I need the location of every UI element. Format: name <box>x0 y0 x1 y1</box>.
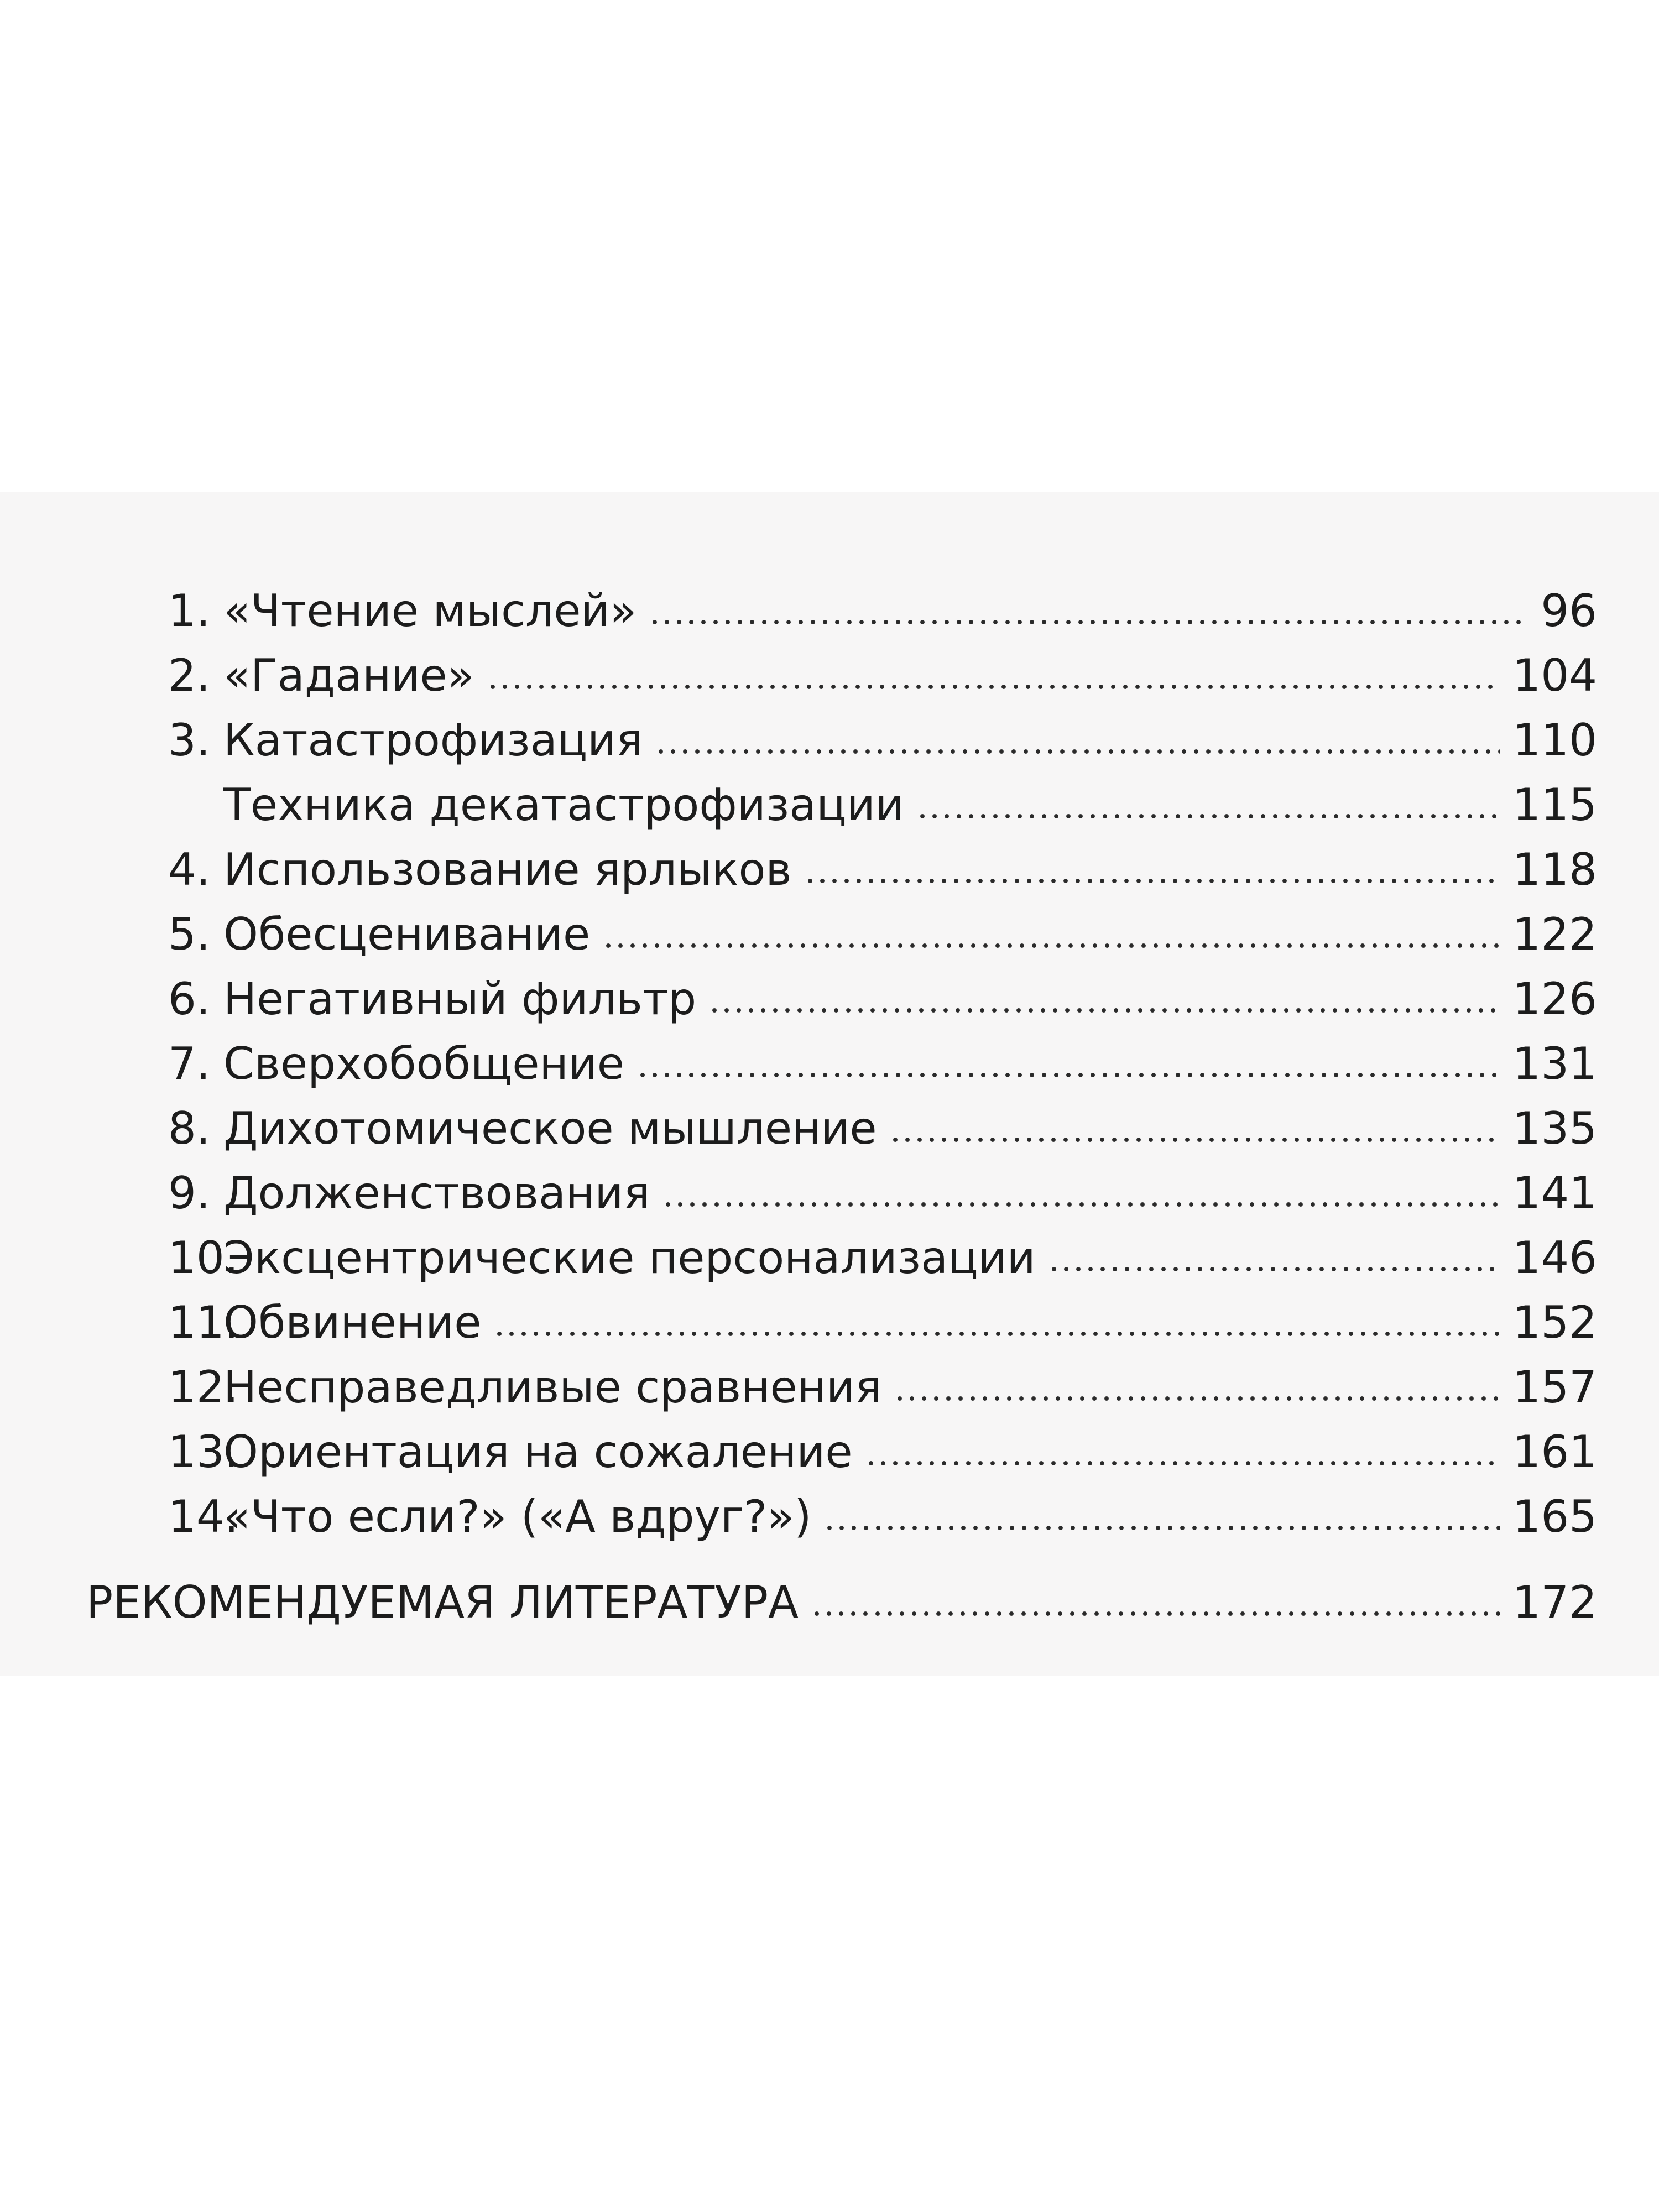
dot-leader <box>708 1008 1500 1013</box>
dot-leader <box>637 1072 1500 1078</box>
toc-entry-2 <box>168 645 1597 706</box>
toc-entry-number: 8. <box>168 1103 211 1154</box>
toc-entry-page: 146 <box>1512 1232 1597 1284</box>
toc-entry-number: 11. <box>168 1297 239 1348</box>
toc-entry-4 <box>168 839 1597 900</box>
toc-references-title: РЕКОМЕНДУЕМАЯ ЛИТЕРАТУРА <box>86 1577 799 1628</box>
toc-entry-page: 161 <box>1512 1426 1597 1478</box>
toc-entry-9 <box>168 1163 1597 1224</box>
toc-references-page: 172 <box>1512 1577 1597 1628</box>
dot-leader <box>493 1331 1500 1337</box>
dot-leader <box>602 943 1500 948</box>
toc-entry-title: Сверхобобщение <box>223 1038 624 1089</box>
toc-entry-page: 141 <box>1512 1167 1597 1219</box>
dot-leader <box>1048 1266 1501 1272</box>
book-page <box>0 492 1659 1676</box>
dot-leader <box>916 813 1501 819</box>
toc-entry-page: 152 <box>1512 1297 1597 1348</box>
toc-entry-1 <box>168 581 1597 641</box>
toc-entry-title: Несправедливые сравнения <box>223 1361 882 1413</box>
dot-leader <box>804 878 1501 884</box>
toc-entry-title: Негативный фильтр <box>223 973 697 1025</box>
toc-entry-number: 7. <box>168 1038 211 1089</box>
toc-entry-title: «Гадание» <box>223 650 474 701</box>
toc-entry-page: 104 <box>1512 650 1597 701</box>
toc-entry-number: 1. <box>168 585 211 637</box>
toc-entry-page: 115 <box>1512 779 1597 831</box>
toc-entry-13 <box>168 1422 1597 1483</box>
toc-entry-title: Долженствования <box>223 1167 650 1219</box>
toc-entry-title: Дихотомическое мышление <box>223 1103 877 1154</box>
toc-entry-title: Катастрофизация <box>223 714 643 766</box>
toc-entry-number: 9. <box>168 1167 211 1219</box>
dot-leader <box>649 619 1528 625</box>
toc-entry-number: 4. <box>168 844 211 895</box>
toc-entry-page: 118 <box>1512 844 1597 895</box>
toc-entry-11 <box>168 1292 1597 1353</box>
toc-entry-title: Эксцентрические персонализации <box>223 1232 1036 1284</box>
toc-entry-number: 5. <box>168 909 211 960</box>
toc-entry-page: 157 <box>1512 1361 1597 1413</box>
dot-leader <box>865 1460 1501 1466</box>
toc-entry-3 <box>168 710 1597 771</box>
toc-entry-12 <box>168 1357 1597 1418</box>
toc-entry-number: 2. <box>168 650 211 701</box>
toc-subentry <box>223 775 1597 836</box>
dot-leader <box>889 1137 1501 1142</box>
dot-leader <box>655 749 1500 754</box>
toc-entry-title: Обесценивание <box>223 909 591 960</box>
toc-entry-number: 3. <box>168 714 211 766</box>
toc-entry-number: 14. <box>168 1491 239 1542</box>
toc-entry-title: Техника декатастрофизации <box>223 779 904 831</box>
toc-entry-title: «Чтение мыслей» <box>223 585 637 637</box>
toc-entry-8 <box>168 1098 1597 1159</box>
dot-leader <box>823 1525 1500 1531</box>
toc-entry-title: Обвинение <box>223 1297 482 1348</box>
toc-entry-number: 12. <box>168 1361 239 1413</box>
toc-references <box>86 1572 1597 1633</box>
toc-entry-page: 110 <box>1512 714 1597 766</box>
dot-leader <box>662 1202 1500 1207</box>
dot-leader <box>811 1611 1500 1616</box>
toc-entry-title: Ориентация на сожаление <box>223 1426 853 1478</box>
toc-entry-number: 13. <box>168 1426 239 1478</box>
toc-entry-6 <box>168 969 1597 1030</box>
toc-entry-page: 131 <box>1512 1038 1597 1089</box>
toc-entry-5 <box>168 904 1597 965</box>
dot-leader <box>894 1396 1500 1401</box>
toc-entry-page: 96 <box>1541 585 1597 637</box>
toc-entry-number: 10. <box>168 1232 239 1284</box>
toc-entry-page: 135 <box>1512 1103 1597 1154</box>
toc-entry-page: 122 <box>1512 909 1597 960</box>
toc-entry-number: 6. <box>168 973 211 1025</box>
toc-entry-page: 126 <box>1512 973 1597 1025</box>
table-of-contents <box>0 492 1659 1676</box>
toc-entry-title: «Что если?» («А вдруг?») <box>223 1491 812 1542</box>
toc-entry-title: Использование ярлыков <box>223 844 792 895</box>
toc-entry-14 <box>168 1486 1597 1547</box>
toc-entry-7 <box>168 1034 1597 1094</box>
toc-entry-10 <box>168 1228 1597 1288</box>
toc-entry-page: 165 <box>1512 1491 1597 1542</box>
dot-leader <box>487 684 1501 690</box>
